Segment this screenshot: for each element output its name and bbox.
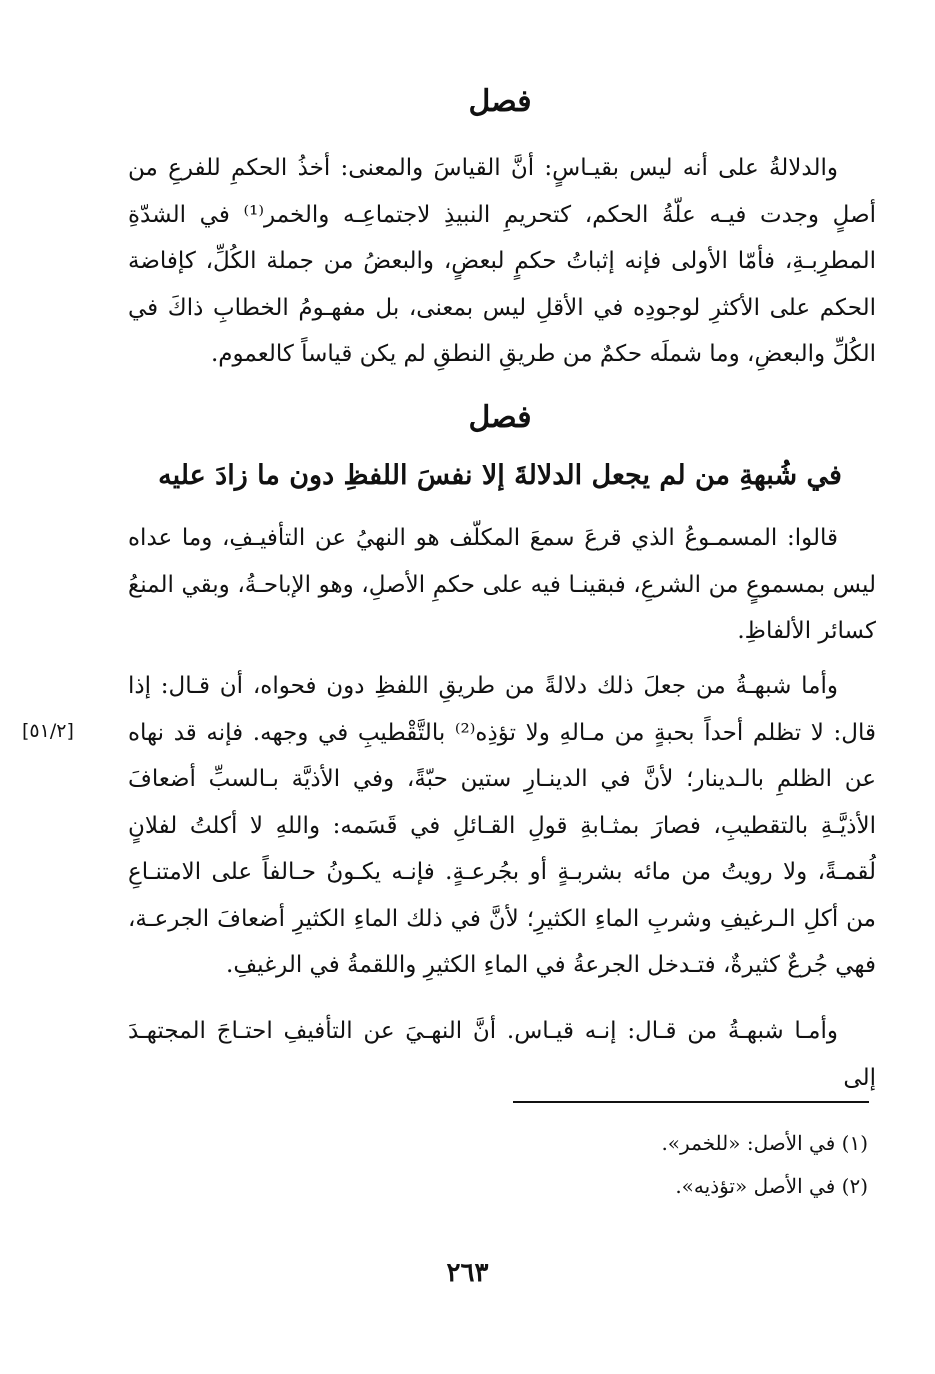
paragraph-objection: قالوا: المسمـوعُ الذي قرعَ سمعَ المكلّف هو النهيُ عن التأفيـفِ، وما عداه ليس بمسموعٍ من الشرعِ، فبقينـا فيه على حكمِ الأصلِ، وهو الإباحـةُ، وبقي المنعُ كسائر الألفاظِ. bbox=[128, 525, 876, 644]
margin-page-reference: [٥١/٢] bbox=[22, 720, 74, 742]
section-heading-2: فصل bbox=[468, 400, 532, 435]
footnote-1: (١) في الأصل: «للخمر». bbox=[661, 1131, 868, 1155]
page-number: ٢٦٣ bbox=[446, 1258, 489, 1288]
section-heading-1: فصل bbox=[468, 84, 532, 119]
paragraph-shubha-lafz: وأما شبهـةُ من جعلَ ذلك دلالةً من طريقِ اللفظِ دون فحواه، أن قـال: إذا قال: لا تظلم أحداً بحبةٍ من مـالهِ ولا تؤذِه⁽²⁾ بالتَّقْطيبِ في وجهه. فإنه قد نهاه عن الظلمِ بالـدينار؛ لأنَّ في الدينـارِ ستين حبّةً، وفي الأذيَّة بـالسبِّ أضعافَ الأذيَّـةِ بالتقطيبِ، فصارَ بمثـابةِ قولِ القـائلِ في قَسَمه: واللهِ لا أكلتُ لفلانٍ لُقمـةً، ولا رويتُ من مائه بشربـةٍ أو بجُرعـةٍ. فإنـه يكـونُ حـالفاً على الامتنـاعِ من أكلِ الـرغيفِ وشربِ الماءِ الكثيرِ؛ لأنَّ في ذلك الماءِ الكثيرِ أضعافَ الجرعـة، فهي جُرعٌ كثيرةٌ، فتـدخل الجرعةُ في الماءِ الكثيرِ واللقمةُ في الرغيفِ. bbox=[128, 673, 877, 978]
section-subheading: في شُبهةِ من لم يجعل الدلالةَ إلا نفسَ اللفظِ دون ما زادَ عليه bbox=[158, 460, 842, 491]
footnote-2: (٢) في الأصل «تؤذيه». bbox=[675, 1174, 868, 1198]
footnote-separator bbox=[513, 1101, 869, 1103]
paragraph-shubha-qiyas: وأمـا شبهـةُ من قـال: إنـه قيـاس. أنَّ النهـيَ عن التأفيفِ احتـاجَ المجتهـدَ إلى bbox=[128, 1018, 876, 1091]
paragraph-definition: والدلالةُ على أنه ليس بقيـاسٍ: أنَّ القياسَ والمعنى: أخذُ الحكمِ للفرعِ من أصلٍ وجدت فيـه علّةُ الحكم، كتحريمِ النبيذِ لاجتماعِـه والخمر⁽¹⁾ في الشدّةِ المطرِبـةِ، فأمّا الأولى فإنه إثباتُ حكمٍ لبعضٍ، والبعضُ من جملة الكُلِّ، كإفاضة الحكم على الأكثرِ لوجودِه في الأقلِ ليس بمعنى، بل مفهـومُ الخطابِ ذاكَ في الكُلِّ والبعضِ، وما شملَه حكمٌ من طريقِ النطقِ لم يكن قياساً كالعموم. bbox=[128, 155, 877, 367]
